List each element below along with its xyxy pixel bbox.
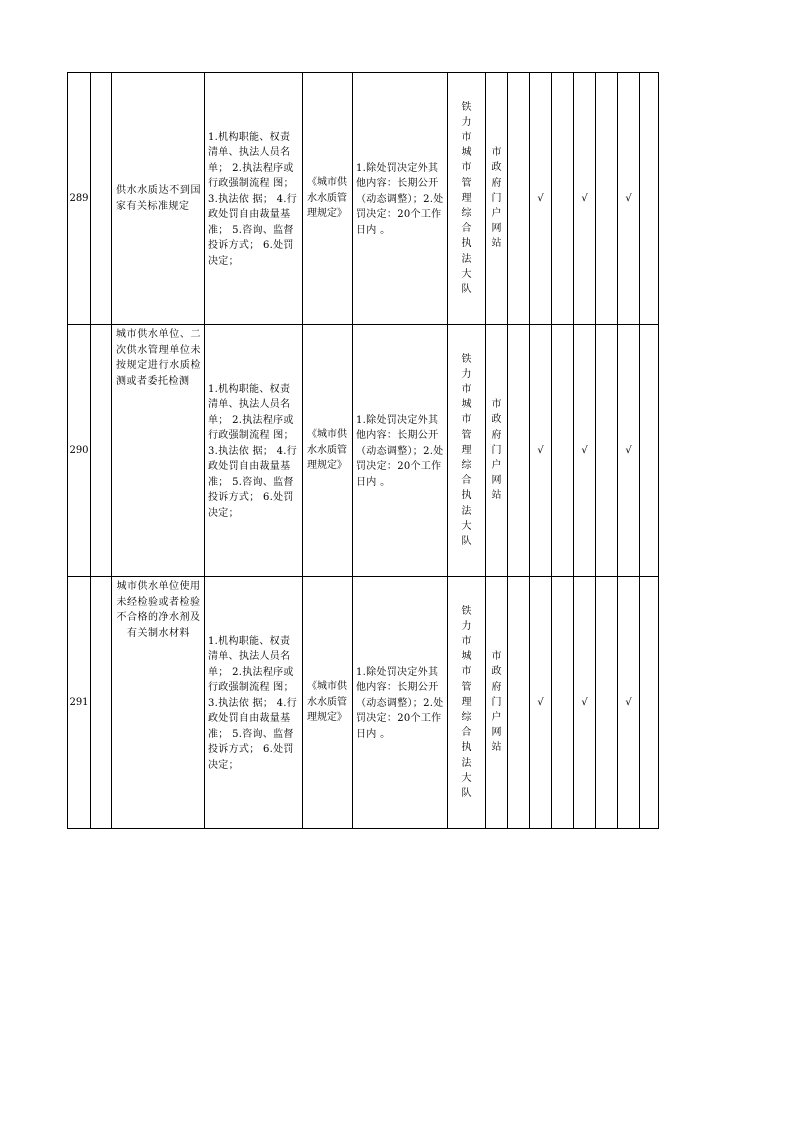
item-name-cell: 城市供水单位、二次供水管理单位未按规定进行水质检测或者委托检测 <box>112 325 205 577</box>
subject-text: 铁力市城市管理综合执法大队 <box>461 605 472 799</box>
legal-basis-cell: 《城市供水水质管理规定》 <box>303 325 353 577</box>
check-cell <box>508 577 530 829</box>
subject-cell <box>448 73 486 325</box>
subject-cell <box>448 577 486 829</box>
check-cell: √ <box>574 325 596 577</box>
subject-cell <box>448 325 486 577</box>
check-cell <box>508 73 530 325</box>
disclosure-content-cell: 1.机构职能、权责清单、执法人员名单； 2.执法程序或行政强制流程 图； 3.执法依 据； 4.行政处罚自由裁量基准； 5.咨询、监督投诉方式； 6.处罚决定； <box>205 73 303 325</box>
check-cell <box>640 73 659 325</box>
legal-basis-cell: 《城市供水水质管理规定》 <box>303 577 353 829</box>
channel-text: 市政府门户网站 <box>491 651 502 754</box>
channel-text: 市政府门户网站 <box>491 147 502 250</box>
row-number: 291 <box>68 577 91 829</box>
disclosure-table <box>67 72 659 829</box>
check-cell <box>552 73 574 325</box>
check-cell <box>640 577 659 829</box>
check-cell <box>640 325 659 577</box>
disclosure-period-cell: 1.除处罚决定外其他内容：长期公开 （动态调整）；2.处罚决定：20个工作日内 。 <box>353 325 448 577</box>
check-cell: √ <box>574 73 596 325</box>
check-cell: √ <box>530 325 552 577</box>
legal-basis-cell: 《城市供水水质管理规定》 <box>303 73 353 325</box>
check-cell: √ <box>618 325 640 577</box>
check-cell <box>596 325 618 577</box>
check-cell: √ <box>530 73 552 325</box>
check-cell <box>552 325 574 577</box>
blank-cell <box>91 577 112 829</box>
check-cell: √ <box>530 577 552 829</box>
check-cell: √ <box>618 577 640 829</box>
subject-text: 铁力市城市管理综合执法大队 <box>461 101 472 295</box>
check-cell <box>508 325 530 577</box>
item-name-cell: 供水水质达不到国家有关标准规定 <box>112 73 205 325</box>
channel-cell <box>486 325 508 577</box>
row-number: 290 <box>68 325 91 577</box>
table-row <box>68 325 659 577</box>
channel-cell <box>486 577 508 829</box>
disclosure-content-cell: 1.机构职能、权责清单、执法人员名单； 2.执法程序或行政强制流程 图； 3.执法依 据； 4.行政处罚自由裁量基准； 5.咨询、监督投诉方式； 6.处罚决定； <box>205 577 303 829</box>
row-number: 289 <box>68 73 91 325</box>
table-row <box>68 73 659 325</box>
blank-cell <box>91 73 112 325</box>
check-cell <box>596 73 618 325</box>
channel-cell <box>486 73 508 325</box>
disclosure-period-cell: 1.除处罚决定外其他内容：长期公开 （动态调整）；2.处罚决定：20个工作日内 。 <box>353 577 448 829</box>
check-cell <box>596 577 618 829</box>
check-cell <box>552 577 574 829</box>
subject-text: 铁力市城市管理综合执法大队 <box>461 353 472 547</box>
disclosure-period-cell: 1.除处罚决定外其他内容：长期公开 （动态调整）；2.处罚决定：20个工作日内 。 <box>353 73 448 325</box>
check-cell: √ <box>574 577 596 829</box>
blank-cell <box>91 325 112 577</box>
disclosure-content-cell: 1.机构职能、权责清单、执法人员名单； 2.执法程序或行政强制流程 图； 3.执法依 据； 4.行政处罚自由裁量基准； 5.咨询、监督投诉方式； 6.处罚决定； <box>205 325 303 577</box>
item-name-cell: 城市供水单位使用未经检验或者检验不合格的净水剂及有关制水材料 <box>112 577 205 829</box>
table-row <box>68 577 659 829</box>
channel-text: 市政府门户网站 <box>491 399 502 502</box>
check-cell: √ <box>618 73 640 325</box>
